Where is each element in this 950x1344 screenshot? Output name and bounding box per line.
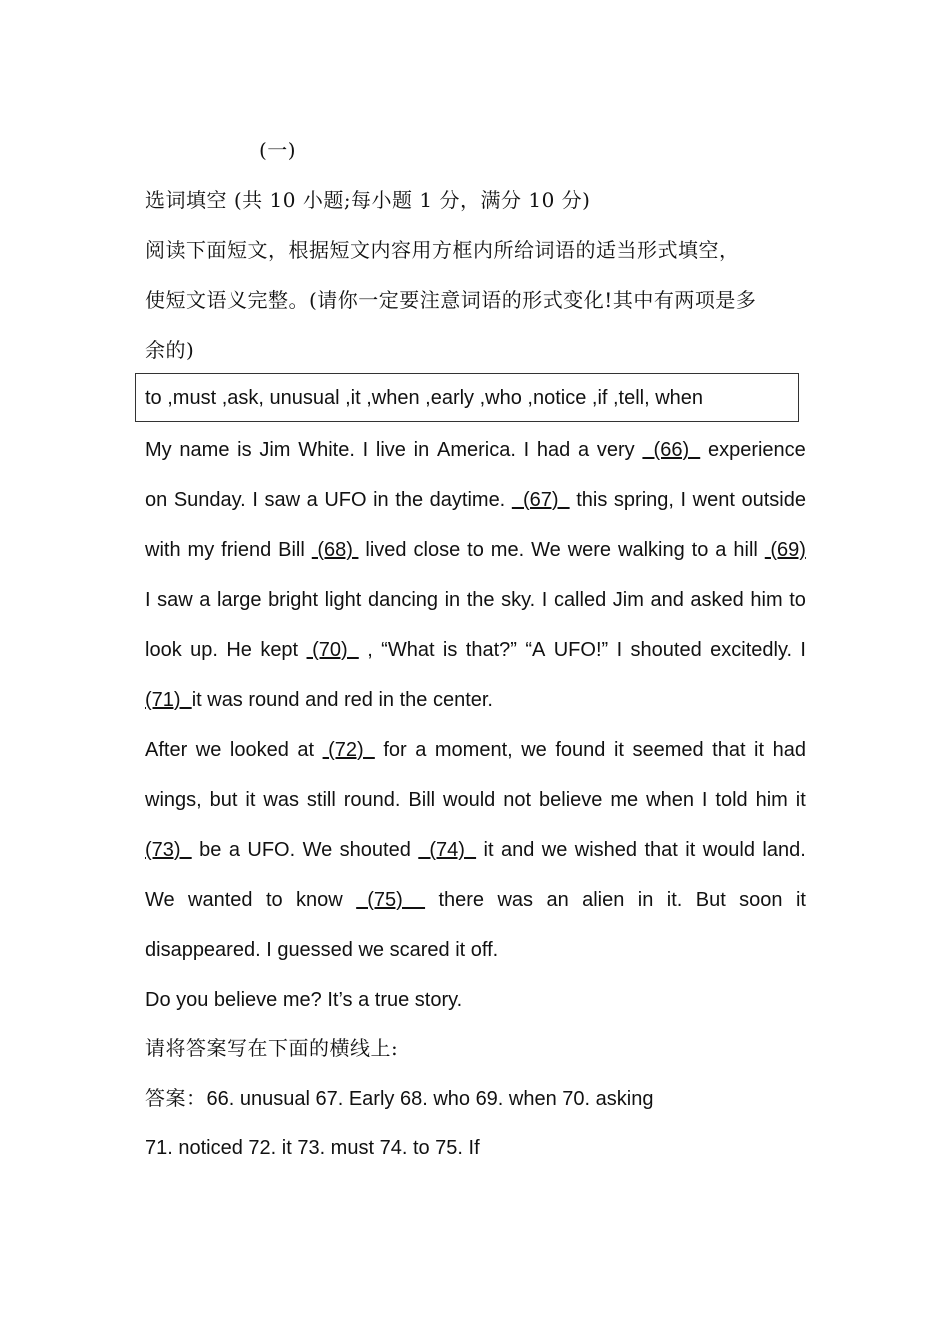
passage-word: saw	[157, 589, 193, 611]
answer-blank: (67)	[511, 489, 570, 511]
passage-word: Sunday.	[173, 489, 246, 511]
passage-word: for	[383, 739, 407, 761]
passage-word: “A	[525, 639, 546, 661]
passage-word: America.	[436, 439, 516, 461]
passage-word: wanted	[188, 889, 253, 911]
passage-word: He	[226, 639, 252, 661]
passage-word: experience	[707, 439, 806, 461]
passage-word: still	[306, 789, 336, 811]
answer-line-1	[145, 1073, 806, 1123]
answer-blank: (66)	[642, 439, 701, 461]
passage-line	[145, 575, 806, 625]
passage-word: in	[413, 439, 430, 461]
passage-line	[145, 525, 806, 575]
passage-word: close	[413, 539, 461, 561]
passage-word: an	[546, 889, 569, 911]
passage-word: called	[553, 589, 607, 611]
passage-word: my	[187, 539, 215, 561]
passage-word: We	[302, 839, 333, 861]
passage-line	[145, 775, 806, 825]
passage-word: when	[646, 789, 694, 811]
passage-word: lived	[365, 539, 407, 561]
passage-word: asked	[690, 589, 744, 611]
section-heading: (一)	[259, 138, 297, 162]
passage-word: round.	[343, 789, 401, 811]
passage-word: was	[497, 889, 534, 911]
passage-word: to	[265, 889, 283, 911]
passage-word: had	[536, 439, 571, 461]
answer-blank: (71)	[145, 689, 192, 711]
passage-word: was	[263, 789, 299, 811]
task-title: 选词填空 (共 10 小题;每小题 1 分，满分 10 分)	[145, 188, 591, 212]
passage-word: told	[715, 789, 748, 811]
passage-word: but	[209, 789, 238, 811]
passage-word: I	[541, 589, 548, 611]
passage-word: My	[145, 439, 172, 461]
passage-word: and	[500, 839, 535, 861]
passage-word: on	[145, 489, 168, 511]
passage-line	[145, 975, 806, 1025]
passage-word: name	[179, 439, 230, 461]
passage-word: it.	[666, 889, 683, 911]
passage-word: believe	[539, 789, 603, 811]
passage-word: me.	[490, 539, 525, 561]
passage-word: him	[750, 589, 783, 611]
passage-word: Jim	[612, 589, 644, 611]
passage-word: spring,	[613, 489, 674, 511]
passage-word: I	[701, 789, 708, 811]
passage-word: land.	[762, 839, 806, 861]
passage-line	[145, 825, 806, 875]
passage-word: I	[252, 489, 258, 511]
passage-word: a	[228, 839, 240, 861]
passage-word: would	[443, 789, 496, 811]
passage-word: we	[521, 739, 547, 761]
passage-word: wished	[574, 839, 638, 861]
passage-word: it	[245, 789, 256, 811]
passage-word: We	[145, 889, 175, 911]
instruction-line-2: 使短文语义完整。(请你一定要注意词语的形式变化!其中有两项是多	[145, 288, 757, 312]
passage-word: outside	[741, 489, 806, 511]
passage-word: hill	[733, 539, 758, 561]
passage-word: ,	[367, 639, 373, 661]
passage-word: be	[199, 839, 222, 861]
passage-word: saw	[264, 489, 301, 511]
answer-blank: (69)	[764, 539, 806, 561]
passage-word: Bill	[278, 539, 305, 561]
answer-blank: (75)	[356, 889, 426, 911]
answers-66-70: 66. unusual 67. Early 68. who 69. when 70. asking	[206, 1088, 654, 1110]
passage-word: After	[145, 739, 188, 761]
passage-word: alien	[582, 889, 625, 911]
passage-word: were	[567, 539, 612, 561]
passage-word: dancing	[367, 589, 439, 611]
passage-line	[145, 925, 806, 975]
passage-line	[145, 675, 806, 725]
passage-word: in	[444, 589, 461, 611]
answer-prompt: 请将答案写在下面的横线上:	[145, 1036, 399, 1060]
passage-word: wings,	[145, 789, 202, 811]
passage-word: shouted	[630, 639, 702, 661]
answer-blank: (72)	[322, 739, 375, 761]
passage-word: a	[715, 539, 727, 561]
passage-word: excitedly.	[710, 639, 793, 661]
passage-line	[145, 725, 806, 775]
passage-word: it	[754, 739, 765, 761]
passage-word: we	[195, 739, 222, 761]
passage-word: very	[596, 439, 635, 461]
passage-word: it	[483, 839, 494, 861]
word-box-text: to ,must ,ask, unusual ,it ,when ,early ,who ,notice ,if ,tell, when	[145, 387, 704, 409]
passage-word: I	[680, 489, 687, 511]
passage-word: Jim	[259, 439, 291, 461]
passage-word: in	[637, 889, 654, 911]
passage-word: went	[692, 489, 735, 511]
passage-word: that	[644, 839, 678, 861]
passage-word: large	[217, 589, 262, 611]
passage-text: it was round and red in the center.	[191, 689, 493, 711]
answer-blank: (73)	[145, 839, 192, 861]
passage-word: would	[702, 839, 755, 861]
passage-word: light	[324, 589, 362, 611]
passage-word: to	[789, 589, 806, 611]
passage-word: I	[145, 589, 151, 611]
passage-word: kept	[260, 639, 299, 661]
passage-line	[145, 475, 806, 525]
passage-text: Do you believe me? It’s a true story.	[145, 989, 463, 1011]
passage-line	[145, 425, 806, 475]
passage-word: daytime.	[429, 489, 506, 511]
passage-word: found	[555, 739, 606, 761]
answer-blank: (70)	[306, 639, 359, 661]
passage-word: looked	[229, 739, 289, 761]
passage-word: But	[695, 889, 726, 911]
passage-word: is	[237, 439, 252, 461]
passage-word: We	[531, 539, 561, 561]
passage-word: a	[199, 589, 211, 611]
passage-word: with	[145, 539, 181, 561]
passage-word: had	[772, 739, 806, 761]
passage-word: the	[395, 489, 424, 511]
answer-label: 答案：	[145, 1086, 207, 1110]
passage-word: it	[795, 789, 806, 811]
passage-word: at	[297, 739, 315, 761]
passage-word: it	[795, 889, 806, 911]
passage-word: it	[613, 739, 624, 761]
passage-word: shouted	[339, 839, 411, 861]
answer-blank: (74)	[418, 839, 477, 861]
passage-word: I	[523, 439, 530, 461]
instruction-line-1: 阅读下面短文，根据短文内容用方框内所给词语的适当形式填空，	[145, 238, 740, 262]
passage-word: bright	[268, 589, 319, 611]
passage-word: UFO.	[247, 839, 296, 861]
passage-word: I	[362, 439, 369, 461]
passage-word: a	[415, 739, 427, 761]
instruction-line-3: 余的)	[145, 338, 195, 362]
passage-word: not	[503, 789, 532, 811]
passage-word: to	[691, 539, 709, 561]
passage-line	[145, 875, 806, 925]
passage-word: live	[375, 439, 406, 461]
passage-word: walking	[618, 539, 685, 561]
passage-word: that	[712, 739, 746, 761]
passage-word: in	[373, 489, 389, 511]
passage-word: we	[541, 839, 568, 861]
passage-word: “What	[381, 639, 435, 661]
passage-word: I	[800, 639, 806, 661]
passage-word: that?”	[465, 639, 517, 661]
passage-word: it	[685, 839, 696, 861]
passage-word: seemed	[632, 739, 704, 761]
passage-line	[145, 625, 806, 675]
passage-word: and	[650, 589, 684, 611]
passage-word: a	[578, 439, 590, 461]
passage-word: Bill	[408, 789, 436, 811]
passage-word: a	[306, 489, 318, 511]
passage-word: up.	[190, 639, 218, 661]
answer-blank: (68)	[311, 539, 359, 561]
passage-word: this	[576, 489, 608, 511]
passage-word: is	[442, 639, 458, 661]
passage-word: friend	[221, 539, 272, 561]
passage-word: there	[438, 889, 485, 911]
passage-word: moment,	[434, 739, 513, 761]
passage-text: disappeared. I guessed we scared it off.	[145, 939, 499, 961]
passage-word: the	[466, 589, 495, 611]
answer-line-2: 71. noticed 72. it 73. must 74. to 75. If	[145, 1137, 480, 1159]
passage-word: me	[610, 789, 639, 811]
passage-word: know	[296, 889, 343, 911]
passage-word: sky.	[501, 589, 536, 611]
passage-word: UFO!”	[553, 639, 609, 661]
passage-word: soon	[739, 889, 783, 911]
passage-word: look	[145, 639, 182, 661]
passage-word: I	[616, 639, 623, 661]
passage-word: him	[755, 789, 788, 811]
passage-word: to	[467, 539, 484, 561]
passage-word: White.	[298, 439, 355, 461]
passage-word: UFO	[324, 489, 367, 511]
